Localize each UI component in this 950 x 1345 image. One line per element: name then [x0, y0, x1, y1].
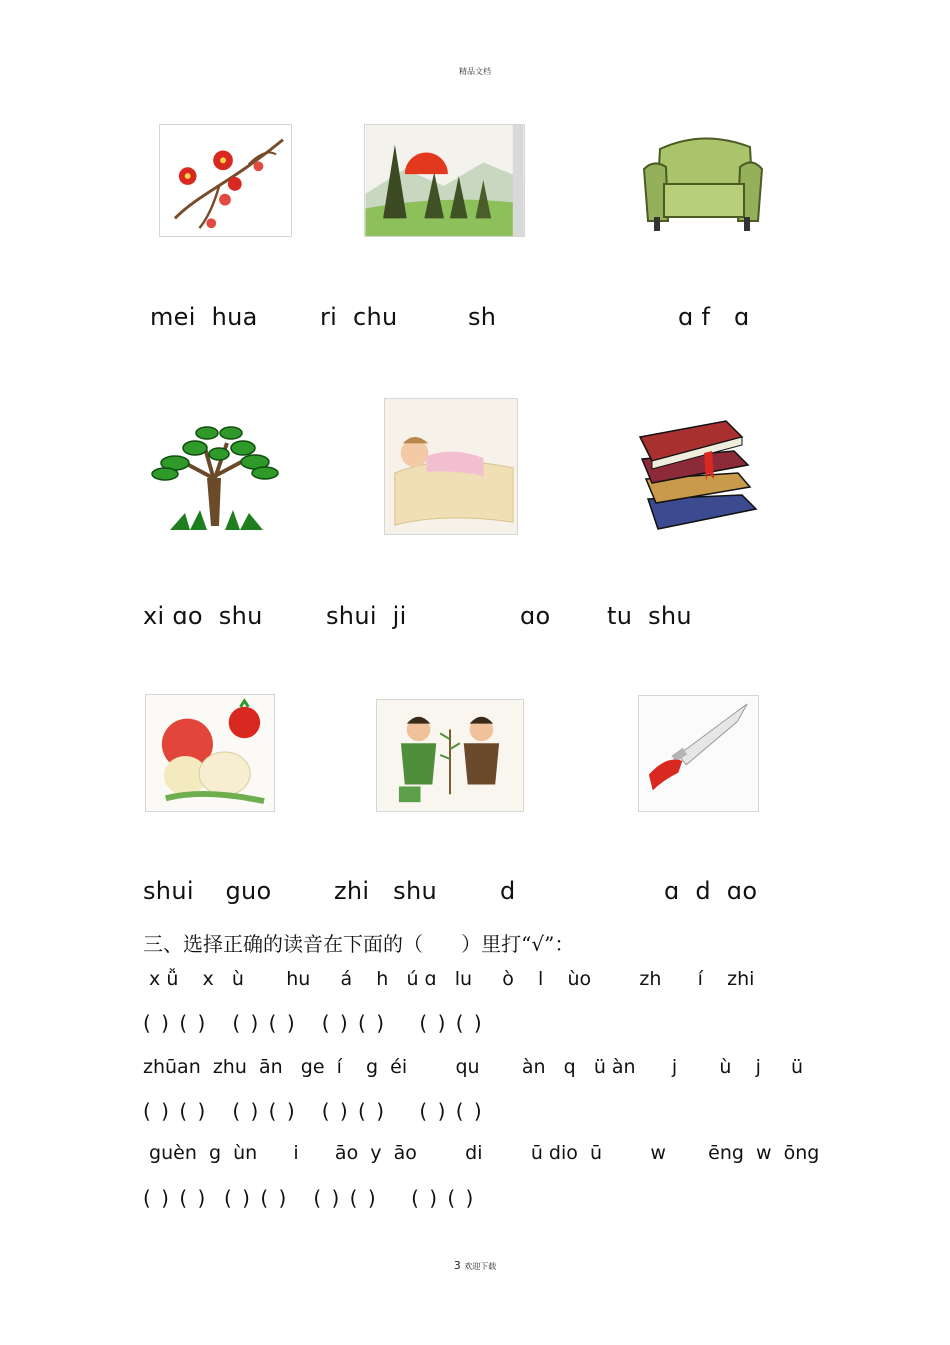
answer-brackets-3[interactable]: ( ) ( ) ( ) ( ) ( ) ( ) ( ) ( ): [143, 1186, 476, 1210]
fruits-icon: [145, 694, 275, 812]
plum-blossom-icon: [159, 124, 292, 237]
books-stack-icon: [638, 417, 768, 532]
page-number: 3: [453, 1259, 461, 1272]
pinyin-sofa-part2: ɑ f ɑ: [678, 303, 750, 331]
page-footer: [0, 1259, 950, 1272]
section-title: 三、选择正确的读音在下面的（ ）里打“√”：: [143, 932, 575, 956]
pinyin-sleep-part2: ɑo: [520, 602, 551, 630]
answer-brackets-1[interactable]: ( ) ( ) ( ) ( ) ( ) ( ) ( ) ( ): [143, 1011, 484, 1035]
pinyin-small-tree: xi ɑo shu: [143, 602, 263, 630]
answer-brackets-2[interactable]: ( ) ( ) ( ) ( ) ( ) ( ) ( ) ( ): [143, 1099, 484, 1123]
pinyin-knife-part1: d: [500, 877, 516, 905]
pinyin-sunrise: ri chu: [320, 303, 398, 331]
pinyin-knife-part2: ɑ d ɑo: [664, 877, 758, 905]
choice-line-2: zhūan zhu ān ge í g éi qu àn q ü àn j ù j ü: [143, 1056, 804, 1078]
pinyin-sleep-part1: shui ji: [326, 602, 407, 630]
pinyin-books: tu shu: [607, 602, 692, 630]
sofa-icon: [640, 129, 766, 237]
planting-trees-icon: [376, 699, 524, 812]
choice-line-3: guèn g ùn i āo y āo di ū dio ū w ēng w ōng: [143, 1142, 820, 1164]
sleeping-child-icon: [384, 398, 518, 535]
knife-icon: [638, 695, 759, 812]
sunrise-icon: [364, 124, 525, 237]
choice-line-1: x ǚ x ù hu á h ú ɑ lu ò l ùo zh í zhi: [143, 968, 755, 990]
footer-note: 欢迎下载: [464, 1262, 497, 1271]
pinyin-sofa-part1: sh: [468, 303, 497, 331]
pinyin-plant-trees: zhi shu: [334, 877, 437, 905]
pinyin-fruits: shui guo: [143, 877, 272, 905]
small-tree-icon: [145, 418, 283, 536]
pinyin-plum-blossom: mei hua: [150, 303, 258, 331]
page-header: 精品文档: [459, 67, 491, 76]
